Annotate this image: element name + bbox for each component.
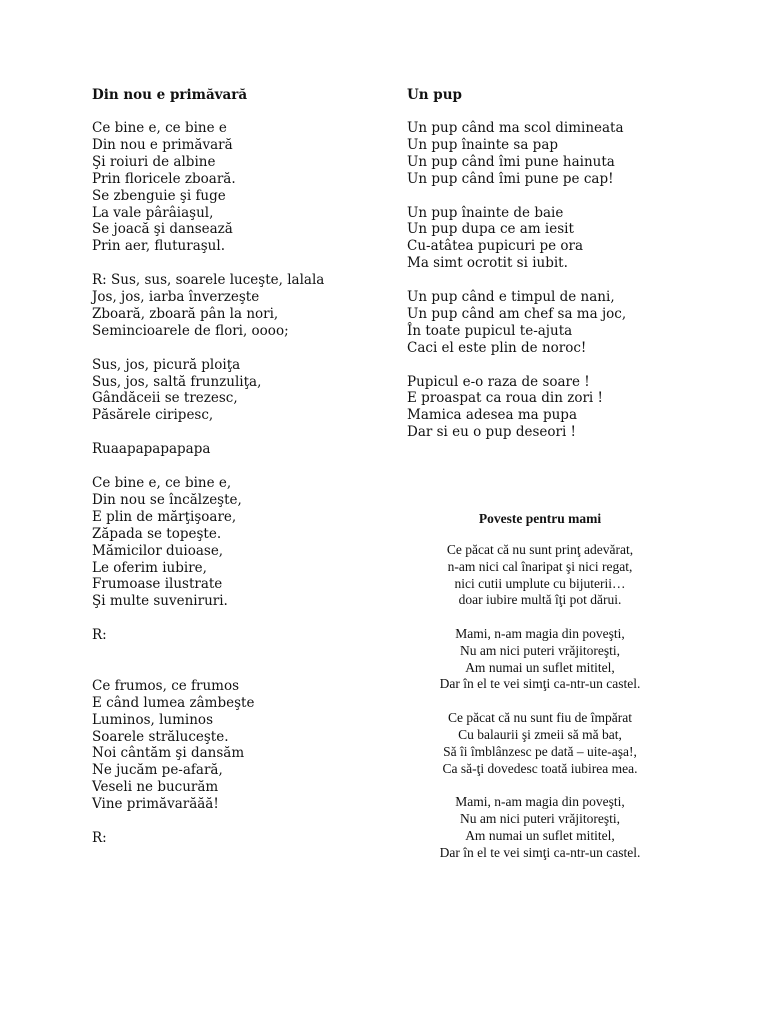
verse-line: În toate pupicul te-ajuta [407, 322, 573, 339]
verse-line: Pupicul e-o raza de soare ! [407, 373, 590, 390]
verse-line: R: [92, 627, 107, 644]
verse-line: Nu am nici puteri vrăjitoreşti, [459, 642, 621, 658]
verse-line: Ca să-ţi dovedesc toată iubirea mea. [442, 760, 638, 776]
stanza [390, 542, 690, 609]
verse-line: Cu-atâtea pupicuri pe ora [407, 238, 584, 255]
verse-line: R: Sus, sus, soarele luceşte, lalala [92, 272, 325, 289]
stanza [92, 678, 392, 813]
verse-line: Mamica adesea ma pupa [407, 407, 577, 424]
verse-line: Caci el este plin de noroc! [407, 339, 587, 356]
verse-line: Nu am nici puteri vrăjitoreşti, [459, 811, 621, 827]
verse-line: R: [92, 829, 107, 846]
verse-line: Ce păcat că nu sunt prinţ adevărat, [446, 542, 634, 557]
verse-line: Gândăceii se trezesc, [92, 390, 238, 407]
stanza [407, 374, 737, 442]
verse-line: Semincioarele de flori, oooo; [92, 322, 289, 339]
verse-line: Ruaapapapapapa [92, 441, 211, 458]
verse-line: Din nou se încălzeşte, [92, 491, 242, 508]
verse-line: Să îi îmblânzesc pe dată – uite-aşa!, [443, 743, 637, 759]
verse-line: Din nou e primăvară [92, 136, 233, 153]
poem-din-nou-e-primavara [92, 86, 392, 864]
verse-line: Prin aer, fluturaşul. [92, 238, 225, 255]
stanza [92, 627, 392, 644]
verse-line: Dar în el te vei simţi ca-ntr-un castel. [439, 676, 641, 692]
verse-line: Noi cântăm şi dansăm [92, 745, 245, 762]
verse-line: Un pup când îmi pune hainuta [407, 153, 615, 170]
verse-line: Un pup înainte de baie [407, 204, 564, 221]
verse-line: nici cutii umplute cu bijuterii… [454, 575, 626, 591]
verse-line: Un pup când ma scol dimineata [407, 120, 624, 136]
verse-line: Ce frumos, ce frumos [92, 677, 240, 694]
poem-un-pup [407, 86, 737, 458]
verse-line: Ma simt ocrotit si iubit. [407, 255, 568, 272]
poem-title: Un pup [407, 87, 462, 103]
poem-title: Poveste pentru mami [478, 511, 602, 526]
verse-line: doar iubire multă îţi pot dărui. [458, 592, 622, 608]
poem-poveste-pentru-mami [390, 510, 690, 878]
verse-line: n-am nici cal înaripat şi nici regat, [447, 558, 633, 574]
stanza [92, 830, 392, 847]
verse-line: Am numai un suflet mititel, [465, 659, 615, 675]
verse-line: Ce bine e, ce bine e [92, 120, 227, 136]
verse-line: Mămicilor duioase, [92, 542, 224, 559]
verse-line: Sus, jos, picură ploiţa [92, 356, 241, 373]
verse-line: Ce bine e, ce bine e, [92, 474, 232, 491]
verse-line: Le oferim iubire, [92, 559, 207, 576]
verse-line: E plin de mărţişoare, [92, 508, 237, 525]
verse-line: Zboară, zboară pân la nori, [92, 305, 279, 322]
verse-line: Dar în el te vei simţi ca-ntr-un castel. [439, 844, 641, 860]
stanza [407, 205, 737, 273]
poem-body [407, 120, 737, 441]
stanza [390, 626, 690, 693]
verse-line: Vine primăvarăăă! [92, 796, 219, 813]
verse-line: Luminos, luminos [92, 711, 213, 728]
verse-line: Un pup dupa ce am iesit [407, 221, 574, 238]
verse-line: Şi roiuri de albine [92, 153, 216, 170]
verse-line: E când lumea zâmbeşte [92, 694, 255, 711]
verse-line: Ne jucăm pe-afară, [92, 762, 223, 779]
poem-title: Din nou e primăvară [92, 87, 248, 103]
stanza [92, 441, 392, 458]
verse-line: Un pup când am chef sa ma joc, [407, 305, 627, 322]
verse-line: Zăpada se topeşte. [92, 525, 222, 542]
verse-line: E proaspat ca roua din zori ! [407, 390, 603, 407]
verse-line: Sus, jos, saltă frunzuliţa, [92, 373, 262, 390]
verse-line: Păsărele ciripesc, [92, 407, 214, 424]
verse-line: Mami, n-am magia din poveşti, [455, 626, 625, 642]
verse-line: Ce păcat că nu sunt fiu de împărat [447, 710, 633, 726]
stanza [92, 475, 392, 610]
verse-line: Se joacă şi dansează [92, 221, 233, 238]
poem-body [92, 120, 392, 847]
stanza [92, 357, 392, 425]
verse-line: Se zbenguie şi fuge [92, 187, 226, 204]
stanza [92, 272, 392, 340]
verse-line: Dar si eu o pup deseori ! [407, 424, 576, 441]
stanza [390, 710, 690, 777]
verse-line: Şi multe suveniruri. [92, 593, 228, 610]
stanza [92, 661, 392, 678]
verse-line: Cu balaurii şi zmeii să mă bat, [458, 726, 622, 742]
verse-line: Un pup când e timpul de nani, [407, 289, 615, 306]
stanza [407, 120, 737, 188]
verse-line: Veseli ne bucurăm [92, 779, 219, 796]
verse-line: Frumoase ilustrate [92, 576, 223, 593]
verse-line: Am numai un suflet mititel, [465, 827, 615, 843]
verse-line: Mami, n-am magia din poveşti, [455, 794, 625, 810]
verse-line: Un pup înainte sa pap [407, 136, 559, 153]
verse-line: Jos, jos, iarba înverzeşte [92, 289, 260, 306]
verse-line: La vale pârâiaşul, [92, 204, 214, 221]
verse-line: Soarele străluceşte. [92, 728, 229, 745]
stanza [390, 794, 690, 861]
poem-body [390, 542, 690, 861]
verse-line: Un pup când îmi pune pe cap! [407, 170, 614, 187]
stanza [407, 289, 737, 357]
verse-line: Prin floricele zboară. [92, 170, 236, 187]
stanza [92, 120, 392, 255]
